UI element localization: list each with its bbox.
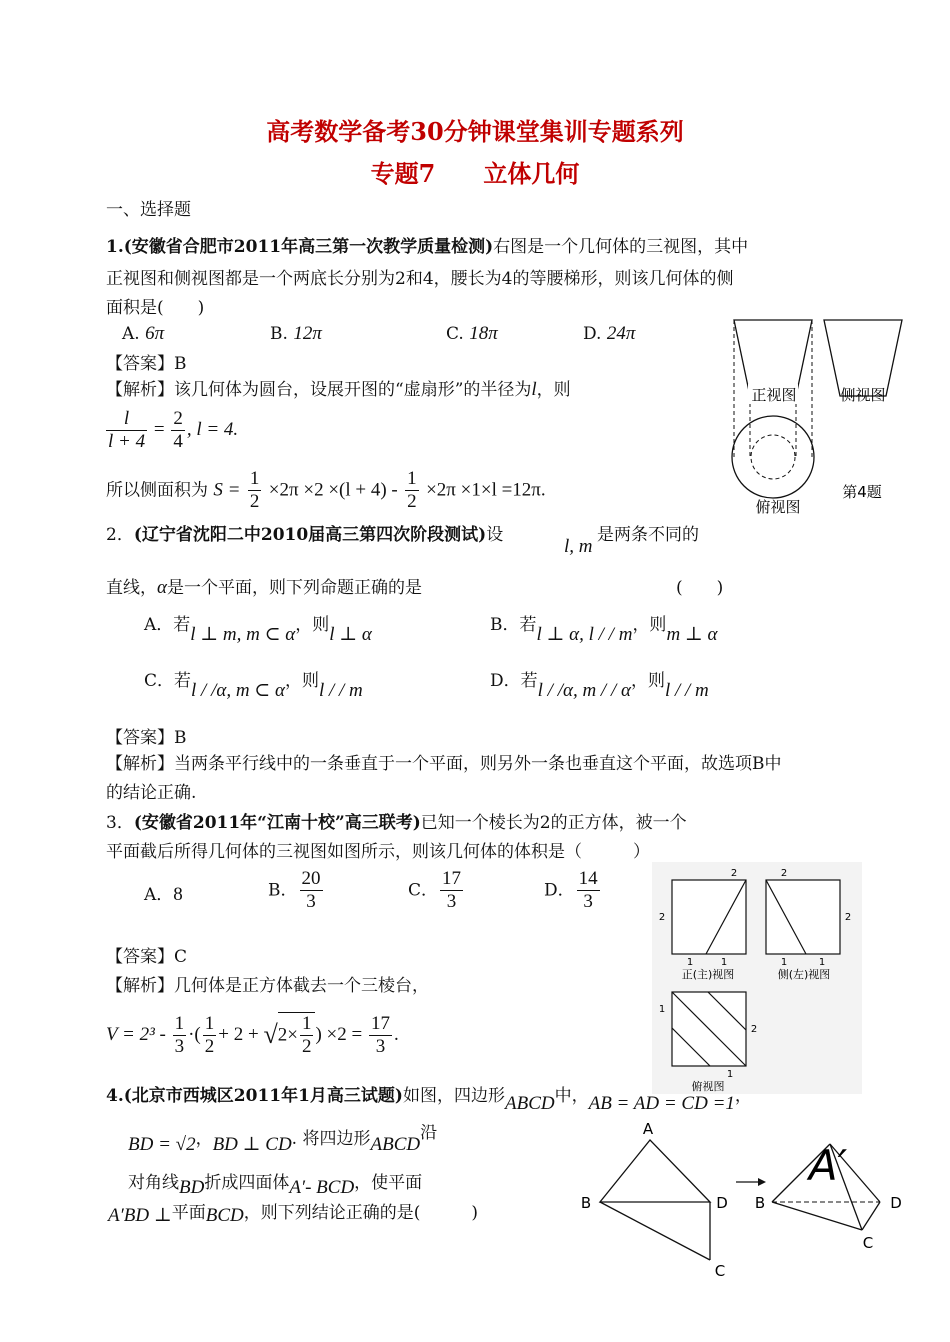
q3-three-views-figure [652,862,862,1094]
q4-line3: 对角线BD折成四面体A′- BCD，使平面 [128,1173,423,1198]
q2-line1: 2．(辽宁省沈阳二中2010届高三第四次阶段测试)设 [106,525,504,545]
q4-line1: 4.(北京市西城区2011年1月高三试题)如图，四边形ABCD中，AB = AD = CD =1， [106,1086,752,1114]
q1-option-a: A. 6π [122,323,165,344]
q3-top-right-label: 2 [750,1024,758,1035]
tet-edge-bc [772,1202,862,1230]
front-view-label: 正视图 [751,386,797,404]
point-b-label: B [580,1194,592,1212]
q3-option-a: A．8 [144,884,183,905]
q1-formula-1: $\frac{l}{l + 4}$ = $\frac{2}{4}$ , l = 4. [108,408,239,452]
point-a-prime-label: A′ [808,1141,848,1190]
q1-option-c: C. 18π [446,323,498,344]
q3-side-bottom-label-2: 1 [818,957,826,968]
tet-edge-dc [862,1202,880,1230]
q3-option-b: B． $\frac{20}{3}$ [268,868,321,912]
q2-option-b: B．若l ⊥ α, l / / m，则m ⊥ α [490,615,718,645]
tet-point-b-label: B [754,1194,766,1212]
q3-side-top-label: 2 [780,868,788,879]
q1-answer: 【答案】B [106,354,187,374]
q3-side-right-label: 2 [844,912,852,923]
q3-option-d: D． $\frac{14}{3}$ [544,868,598,912]
fold-arrow-head [758,1178,766,1186]
q3-line2: 平面截后所得几何体的三视图如图所示，则该几何体的体积是（ ） [106,842,650,862]
side-view-trapezoid [824,320,902,396]
q3-explanation: 【解析】几何体是正方体截去一个三棱台， [106,976,429,996]
q2-option-c: C．若l / /α, m ⊂ α，则l / / m [144,671,363,701]
point-a-label: A [642,1120,654,1138]
q1-line3: 面积是( ) [106,298,205,318]
point-d-label: D [716,1194,728,1212]
point-c-label: C [714,1262,726,1280]
side-view-label: 侧视图 [840,386,886,404]
sqrt-radicand: 2× $\frac{1}{2}$ [278,1012,316,1058]
section-heading: 一、选择题 [106,200,191,220]
q3-top-left-label: 1 [658,1004,666,1015]
q3-front-bottom-label-2: 1 [720,957,728,968]
q3-front-view-label: 正(主)视图 [681,968,735,981]
q3-front-top-label: 2 [730,868,738,879]
q2-option-a: A．若l ⊥ m, m ⊂ α，则l ⊥ α [144,615,372,645]
q1-option-b: B. 12π [270,323,322,344]
q2-paren: ( ) [676,578,724,598]
q3-front-bottom-label-1: 1 [686,957,694,968]
top-view-inner-circle [751,435,795,479]
tet-point-c-label: C [862,1234,874,1252]
q2-explanation-2: 的结论正确. [106,783,197,803]
top-view-label: 俯视图 [755,498,801,516]
q3-answer: 【答案】C [106,947,188,967]
q3-line1: 3．(安徽省2011年“江南十校”高三联考)已知一个棱长为2的正方体，被一个 [106,813,687,833]
q1-line1 [106,236,748,258]
q3-front-left-label: 2 [658,912,666,923]
q2-vars: l, m [564,536,593,557]
sqrt-sign: √ [263,1020,278,1049]
q2-explanation-1: 【解析】当两条平行线中的一条垂直于一个平面，则另外一条也垂直这个平面，故选项B中 [106,754,782,774]
q1-text1: 右图是一个几何体的三视图，其中 [493,237,749,257]
q4-line4: A′BD ⊥平面BCD，则下列结论正确的是( ) [108,1203,478,1226]
q1-number: 1. [106,237,124,257]
q3-side-view-square [766,880,840,954]
q3-side-view-label: 侧(左)视图 [777,968,831,981]
q2-option-d: D．若l / /α, m / / α，则l / / m [490,671,709,701]
edge-bc [600,1202,710,1260]
q3-side-bottom-label-1: 1 [780,957,788,968]
q3-top-view-label: 俯视图 [691,1080,725,1093]
q3-front-view-square [672,880,746,954]
q1-area-formula: 所以侧面积为 S = $\frac{1}{2}$ ×2π ×2 ×(l + 4) - $\frac{1}{2}$ ×2π ×1×l =12π. [106,468,546,512]
q1-source: (安徽省合肥市2011年高三第一次教学质量检测) [123,237,494,257]
page-subtitle: 专题7 立体几何 [370,159,580,188]
q2-answer: 【答案】B [106,728,187,748]
q3-option-c: C． $\frac{17}{3}$ [408,868,462,912]
q2-line1-tail: 是两条不同的 [597,525,699,545]
q2-line2: 直线，α是一个平面，则下列命题正确的是 [106,577,422,598]
q3-top-bottom-label: 1 [726,1069,734,1080]
figure-caption: 第4题 [842,483,882,501]
top-view-outer-circle [732,416,814,498]
q4-folding-figure [574,1118,914,1286]
tet-point-d-label: D [890,1194,902,1212]
quadrilateral-abd [600,1140,710,1202]
q1-line2: 正视图和侧视图都是一个两底长分别为2和4，腰长为4的等腰梯形，则该几何体的侧 [106,269,734,289]
q1-option-d: D. 24π [583,323,636,344]
q1-three-views-figure [726,312,926,522]
q1-explanation: 【解析】该几何体为圆台，设展开图的“虚扇形”的半径为l，则 [106,379,571,400]
q3-volume-formula: V = 2³ - $\frac{1}{3}$ ·( $\frac{1}{2}$ + 2 + √2× $\frac{1}{2}$ ) ×2 = $\frac{17}{3}$ . [106,1012,399,1057]
q4-line2: BD = √2，BD ⊥ CD. 将四边形ABCD沿 [128,1123,438,1155]
page-title: 高考数学备考30分钟课堂集训专题系列 [266,117,684,146]
